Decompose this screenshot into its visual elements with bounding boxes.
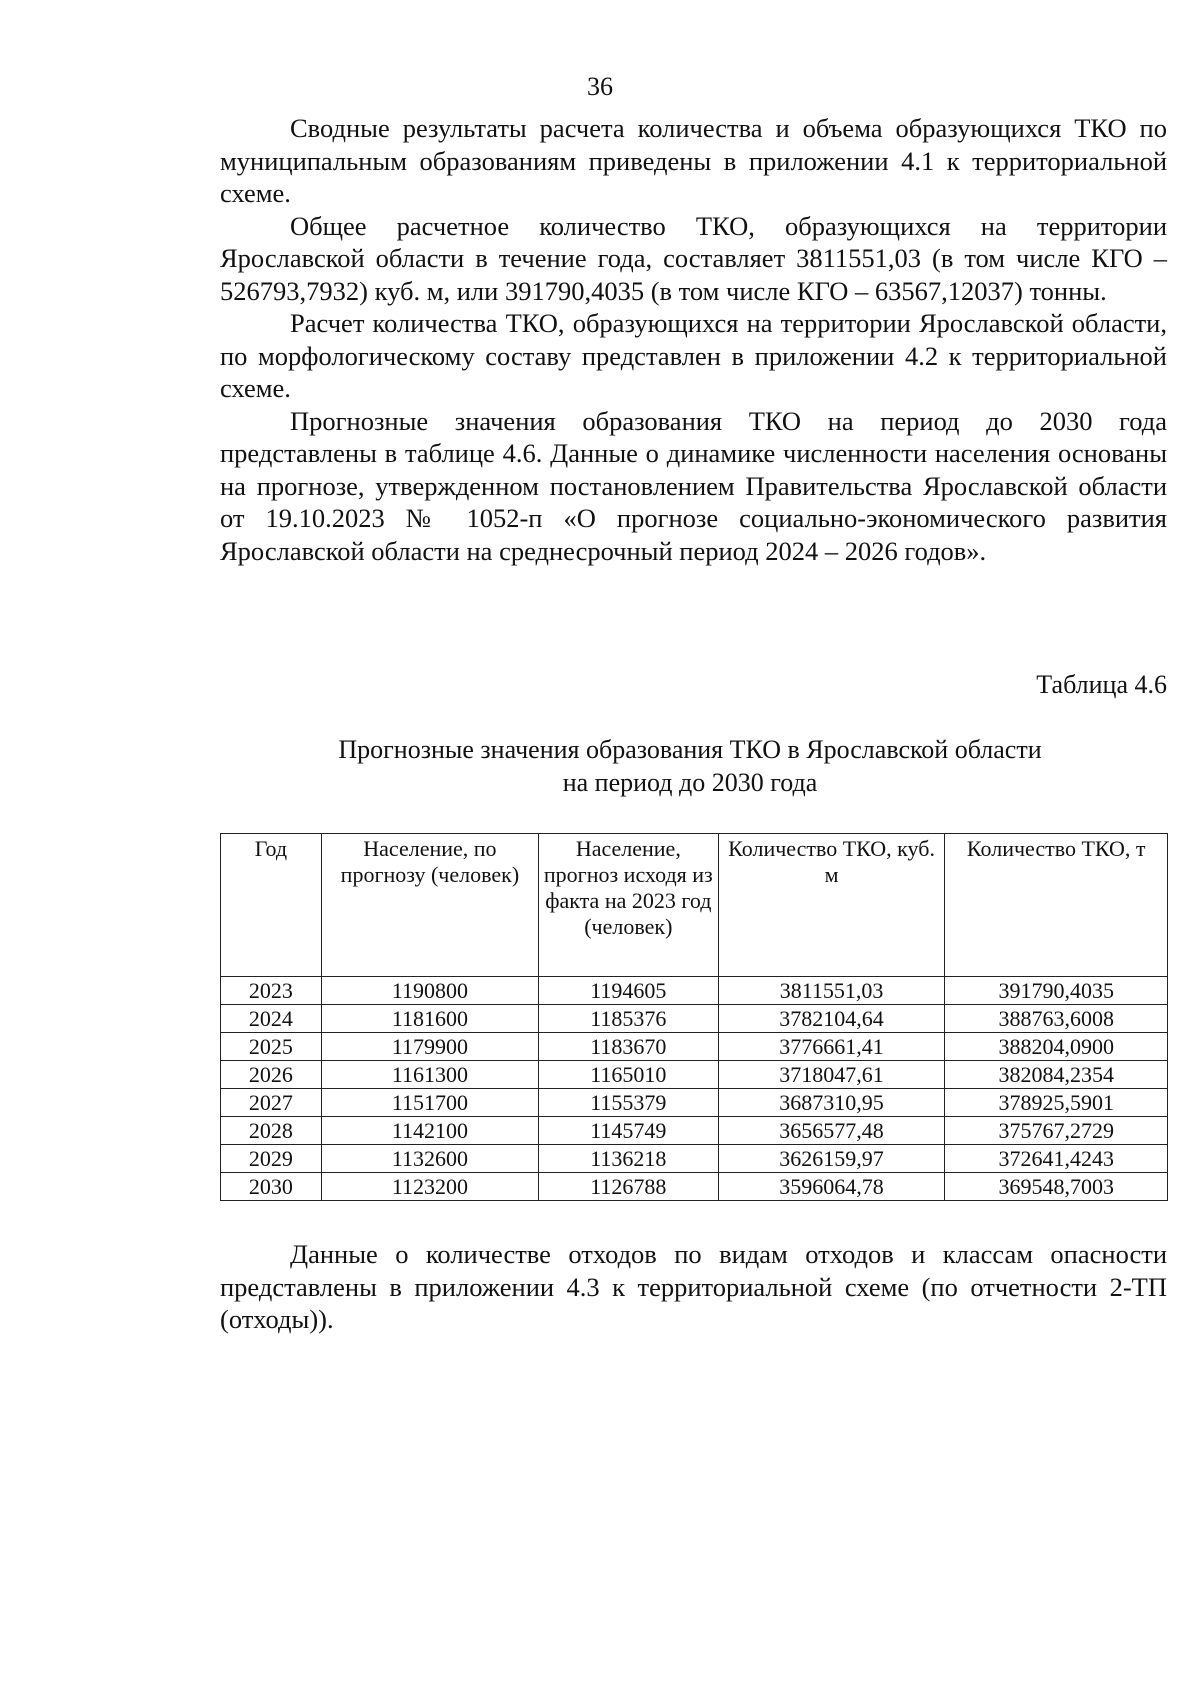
cell-mass: 391790,4035 — [945, 977, 1168, 1005]
cell-mass: 382084,2354 — [945, 1061, 1168, 1089]
cell-population-actual: 1136218 — [539, 1145, 719, 1173]
cell-population-forecast: 1181600 — [321, 1005, 538, 1033]
table-row — [221, 1117, 1168, 1145]
cell-population-forecast: 1123200 — [321, 1173, 538, 1201]
cell-year: 2030 — [221, 1173, 322, 1201]
cell-year: 2026 — [221, 1061, 322, 1089]
cell-mass: 372641,4243 — [945, 1145, 1168, 1173]
body-text — [220, 112, 1167, 567]
cell-volume: 3596064,78 — [718, 1173, 945, 1201]
cell-mass: 388763,6008 — [945, 1005, 1168, 1033]
cell-year: 2023 — [221, 977, 322, 1005]
cell-year: 2025 — [221, 1033, 322, 1061]
paragraph-morphology: Расчет количества ТКО, образующихся на территории Ярославской области, по морфологическому составу представлен в приложении 4.2 к территориальной схеме. — [220, 308, 1167, 403]
cell-volume: 3718047,61 — [718, 1061, 945, 1089]
cell-year: 2024 — [221, 1005, 322, 1033]
table-label: Таблица 4.6 — [1036, 670, 1167, 699]
paragraph-waste-classes: Данные о количестве отходов по видам отходов и классам опасности представлены в приложении 4.3 к территориальной схеме (по отчетности 2-ТП (отходы)). — [220, 1239, 1167, 1334]
cell-volume: 3687310,95 — [718, 1089, 945, 1117]
header-volume: Количество ТКО, куб. м — [718, 834, 945, 977]
header-population-forecast: Население, по прогнозу (человек) — [321, 834, 538, 977]
cell-population-forecast: 1161300 — [321, 1061, 538, 1089]
header-population-actual-based: Население, прогноз исходя из факта на 2023 год (человек) — [539, 834, 719, 977]
cell-population-actual: 1165010 — [539, 1061, 719, 1089]
cell-population-actual: 1145749 — [539, 1117, 719, 1145]
cell-volume: 3626159,97 — [718, 1145, 945, 1173]
cell-mass: 388204,0900 — [945, 1033, 1168, 1061]
cell-mass: 375767,2729 — [945, 1117, 1168, 1145]
table-row — [221, 1005, 1168, 1033]
cell-year: 2027 — [221, 1089, 322, 1117]
closing-text — [220, 1238, 1167, 1336]
cell-volume: 3776661,41 — [718, 1033, 945, 1061]
table-row — [221, 1089, 1168, 1117]
cell-volume: 3656577,48 — [718, 1117, 945, 1145]
table-row — [221, 1173, 1168, 1201]
header-mass: Количество ТКО, т — [945, 834, 1168, 977]
header-year: Год — [221, 834, 322, 977]
cell-population-actual: 1126788 — [539, 1173, 719, 1201]
cell-population-forecast: 1179900 — [321, 1033, 538, 1061]
table-row — [221, 977, 1168, 1005]
cell-volume: 3782104,64 — [718, 1005, 945, 1033]
cell-population-forecast: 1151700 — [321, 1089, 538, 1117]
cell-mass: 369548,7003 — [945, 1173, 1168, 1201]
cell-population-actual: 1185376 — [539, 1005, 719, 1033]
table-row — [221, 1061, 1168, 1089]
table-title-line-2: на период до 2030 года — [562, 768, 818, 797]
paragraph-total-amount: Общее расчетное количество ТКО, образующихся на территории Ярославской области в течение года, составляет 3811551,03 (в том числе КГО – 526793,7932) куб. м, или 391790,4035 (в том числе КГО – 63567,12037) тонны. — [220, 210, 1167, 306]
cell-population-forecast: 1190800 — [321, 977, 538, 1005]
table-title — [210, 733, 1170, 799]
cell-population-actual: 1194605 — [539, 977, 719, 1005]
cell-population-forecast: 1132600 — [321, 1145, 538, 1173]
paragraph-summary-results: Сводные результаты расчета количества и объема образующихся ТКО по муниципальным образованиям приведены в приложении 4.1 к территориальной схеме. — [220, 113, 1167, 208]
forecast-table — [220, 833, 1168, 1201]
table-row — [221, 1145, 1168, 1173]
cell-mass: 378925,5901 — [945, 1089, 1168, 1117]
table-title-line-1: Прогнозные значения образования ТКО в Ярославской области — [338, 735, 1042, 764]
table-header-row — [221, 834, 1168, 977]
cell-population-forecast: 1142100 — [321, 1117, 538, 1145]
cell-population-actual: 1183670 — [539, 1033, 719, 1061]
cell-population-actual: 1155379 — [539, 1089, 719, 1117]
page-number: 36 — [587, 72, 613, 101]
paragraph-forecast: Прогнозные значения образования ТКО на период до 2030 года представлены в таблице 4.6. Данные о динамике численности населения основаны на прогнозе, утвержденном постановлением Правительства Ярославской области от 19.10.2023 № 1052-п «О прогнозе социально-экономического развития Ярославской области на среднесрочный период 2024 – 2026 годов». — [220, 405, 1167, 566]
cell-year: 2028 — [221, 1117, 322, 1145]
cell-volume: 3811551,03 — [718, 977, 945, 1005]
cell-year: 2029 — [221, 1145, 322, 1173]
table-row — [221, 1033, 1168, 1061]
